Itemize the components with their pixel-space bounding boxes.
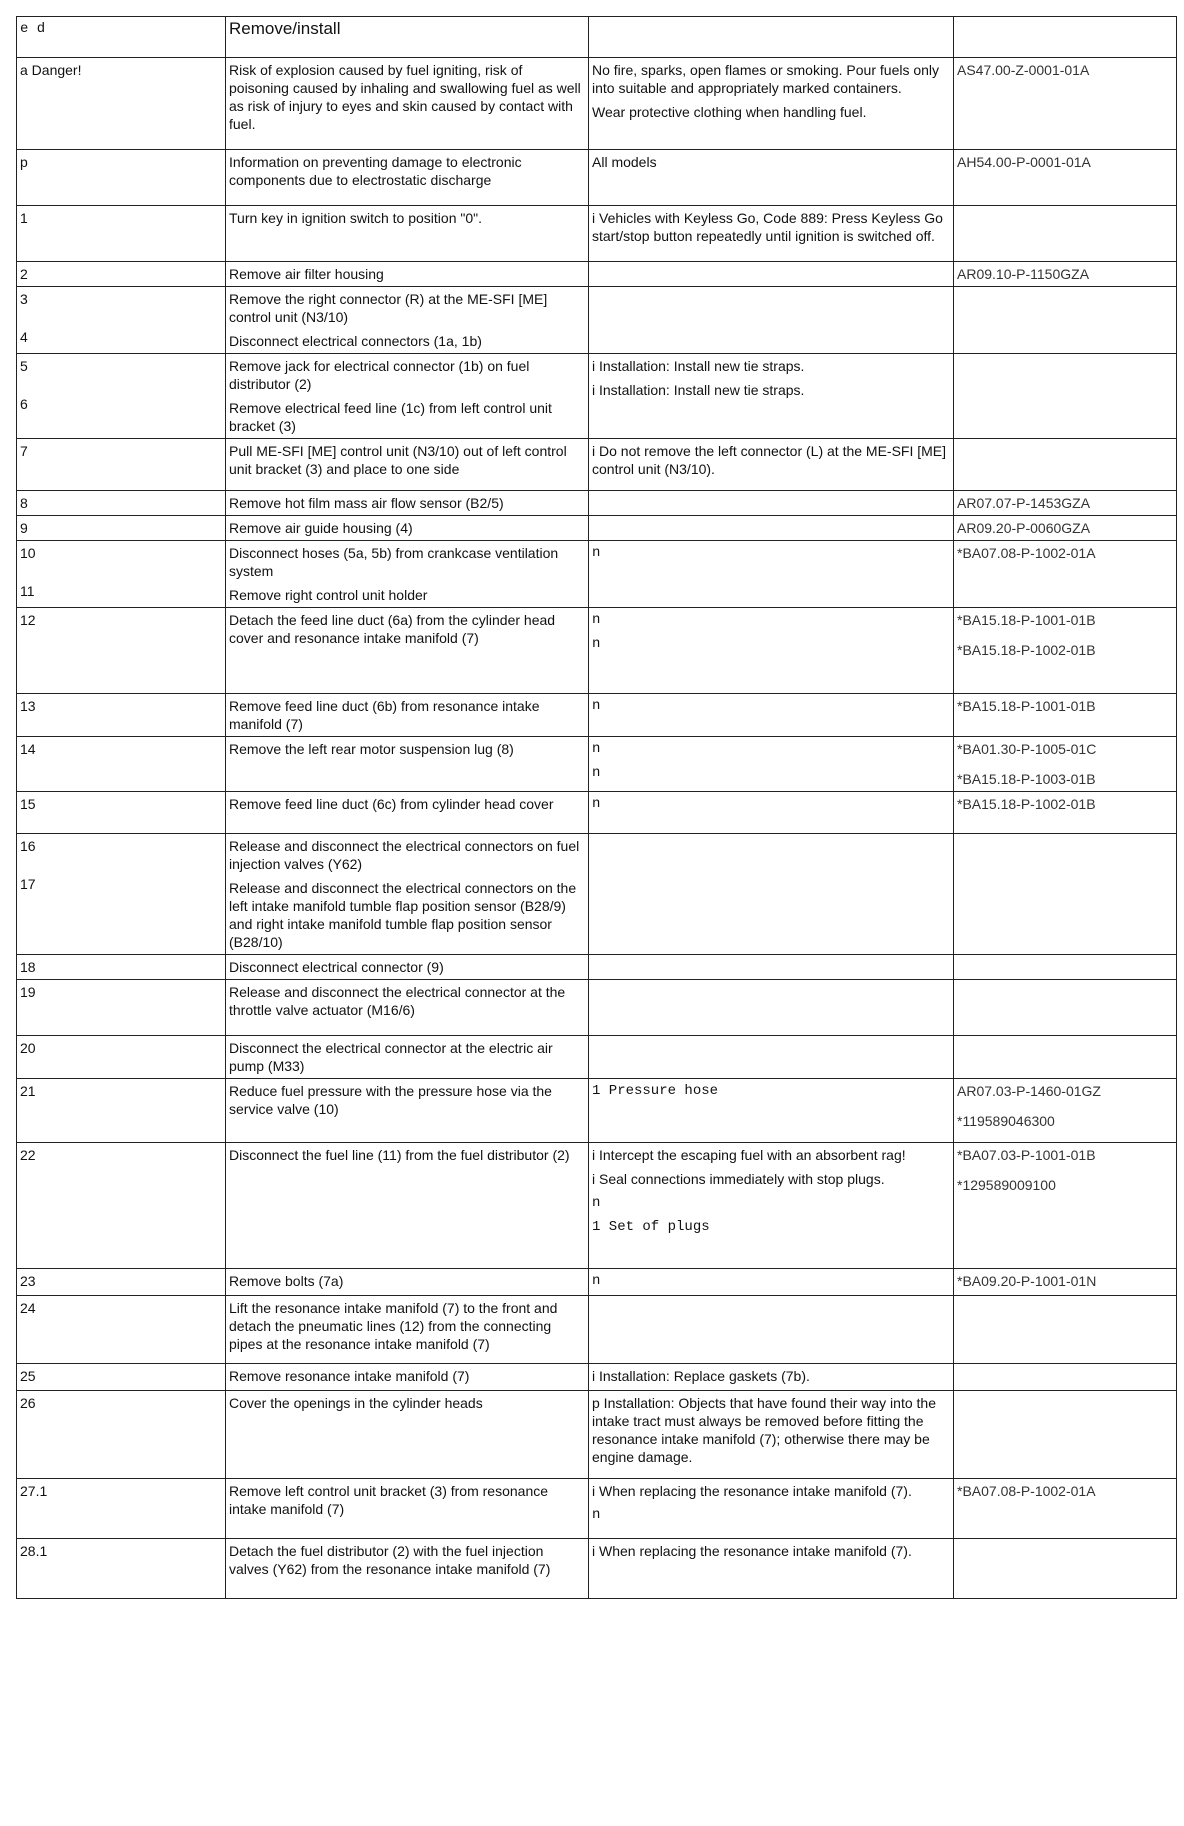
reference-code: *BA15.18-P-1002-01B: [957, 642, 1096, 658]
step-cell: [17, 955, 226, 980]
note-line: n: [592, 698, 601, 714]
reference-cell: [954, 792, 1177, 834]
step-cell: [17, 737, 226, 792]
reference-cell: [954, 1269, 1177, 1296]
reference-code: *129589009100: [957, 1177, 1056, 1193]
reference-cell: [954, 1391, 1177, 1479]
table-row: [17, 694, 1177, 737]
reference-cell: [954, 287, 1177, 354]
procedure-table: [16, 16, 1177, 1599]
step-number: 27.1: [20, 1483, 48, 1499]
note-line: i Do not remove the left connector (L) at the ME-SFI [ME] control unit (N3/10).: [592, 443, 947, 477]
action-cell: [226, 955, 589, 980]
reference-cell: [954, 955, 1177, 980]
action-cell: [226, 541, 589, 608]
reference-code: AH54.00-P-0001-01A: [957, 154, 1091, 170]
action-text: Remove bolts (7a): [229, 1273, 344, 1289]
action-cell: [226, 694, 589, 737]
action-text: Remove jack for electrical connector (1b) on fuel distributor (2): [229, 358, 530, 392]
action-text: Lift the resonance intake manifold (7) to the front and detach the pneumatic lines (12) from the connecting pipes at the resonance intake manifold (7): [229, 1300, 558, 1352]
reference-cell: [954, 1539, 1177, 1599]
notes-cell: [589, 980, 954, 1036]
procedure-page: [16, 16, 1144, 1599]
table-row: [17, 1364, 1177, 1391]
action-cell: [226, 354, 589, 439]
reference-cell: [954, 608, 1177, 694]
action-text: Pull ME-SFI [ME] control unit (N3/10) out of left control unit bracket (3) and place to one side: [229, 443, 567, 477]
reference-code: *BA15.18-P-1003-01B: [957, 771, 1096, 787]
step-number: 15: [20, 796, 36, 812]
action-text-secondary: Release and disconnect the electrical connectors on the left intake manifold tumble flap position sensor (B28/9) and right intake manifold tumble flap position sensor (B28/10): [229, 880, 577, 950]
action-cell: [226, 516, 589, 541]
table-row: [17, 955, 1177, 980]
action-text: Release and disconnect the electrical connector at the throttle valve actuator (M16/6): [229, 984, 566, 1018]
action-text: Detach the feed line duct (6a) from the cylinder head cover and resonance intake manifold (7): [229, 612, 556, 646]
step-cell: [17, 262, 226, 287]
notes-cell: [589, 1364, 954, 1391]
step-cell: [17, 834, 226, 955]
action-text: Release and disconnect the electrical connectors on fuel injection valves (Y62): [229, 838, 580, 872]
notes-cell: [589, 1143, 954, 1269]
notes-cell: [589, 1269, 954, 1296]
action-cell: [226, 439, 589, 491]
action-text: Remove the right connector (R) at the ME-SFI [ME] control unit (N3/10): [229, 291, 548, 325]
reference-code: *BA15.18-P-1001-01B: [957, 698, 1096, 714]
step-cell: [17, 354, 226, 439]
action-cell: [226, 1479, 589, 1539]
reference-cell: [954, 206, 1177, 262]
step-number: 1: [20, 210, 28, 226]
action-cell: [226, 1269, 589, 1296]
step-number: 10: [20, 545, 36, 561]
table-row: [17, 58, 1177, 150]
reference-cell: [954, 737, 1177, 792]
reference-cell: [954, 1364, 1177, 1391]
action-cell: [226, 150, 589, 206]
note-line: 1 Set of plugs: [592, 1219, 710, 1235]
reference-cell: [954, 1036, 1177, 1079]
step-cell: [17, 1079, 226, 1143]
reference-cell: [954, 541, 1177, 608]
action-text: Remove hot film mass air flow sensor (B2/5): [229, 495, 504, 511]
note-line: p Installation: Objects that have found their way into the intake tract must always be removed before fitting the resonance intake manifold (7); otherwise there may be engine damage.: [592, 1395, 936, 1465]
reference-cell: [954, 354, 1177, 439]
notes-cell: [589, 516, 954, 541]
note-line: Wear protective clothing when handling fuel.: [592, 104, 867, 120]
step-cell: [17, 491, 226, 516]
step-cell: [17, 1364, 226, 1391]
reference-code: *BA07.08-P-1002-01A: [957, 1483, 1096, 1499]
action-text: Remove air filter housing: [229, 266, 384, 282]
step-cell: [17, 1269, 226, 1296]
notes-cell: [589, 262, 954, 287]
notes-cell: [589, 1479, 954, 1539]
step-number: 22: [20, 1147, 36, 1163]
action-text: Remove resonance intake manifold (7): [229, 1368, 470, 1384]
action-cell: [226, 792, 589, 834]
table-row: [17, 608, 1177, 694]
step-number: 16: [20, 838, 36, 854]
action-cell: [226, 608, 589, 694]
note-line: i Seal connections immediately with stop plugs.: [592, 1171, 885, 1187]
step-number: a Danger!: [20, 62, 82, 78]
step-cell: [17, 287, 226, 354]
step-number: 3: [20, 291, 28, 307]
note-line: n: [592, 612, 601, 628]
step-cell: [17, 1539, 226, 1599]
note-line: n: [592, 741, 601, 757]
step-number: 19: [20, 984, 36, 1000]
notes-cell: [589, 439, 954, 491]
action-text: Disconnect electrical connector (9): [229, 959, 444, 975]
action-text: Remove feed line duct (6c) from cylinder head cover: [229, 796, 554, 812]
notes-cell: [589, 491, 954, 516]
action-cell: [226, 737, 589, 792]
table-row: [17, 439, 1177, 491]
note-line: n: [592, 1195, 601, 1211]
table-row: [17, 1391, 1177, 1479]
reference-cell: [954, 1296, 1177, 1364]
table-row: [17, 491, 1177, 516]
table-row: [17, 792, 1177, 834]
step-number: 7: [20, 443, 28, 459]
step-cell: [17, 1036, 226, 1079]
reference-code: *BA15.18-P-1002-01B: [957, 796, 1096, 812]
notes-cell: [589, 834, 954, 955]
step-number: 26: [20, 1395, 36, 1411]
step-number: 18: [20, 959, 36, 975]
table-row: [17, 262, 1177, 287]
notes-cell: [589, 737, 954, 792]
note-line: i Installation: Install new tie straps.: [592, 358, 805, 374]
step-number-secondary: 6: [20, 396, 28, 412]
reference-code: AR09.10-P-1150GZA: [957, 266, 1090, 282]
table-row: [17, 150, 1177, 206]
notes-cell: [589, 287, 954, 354]
step-number: 9: [20, 520, 28, 536]
action-cell: [226, 1079, 589, 1143]
step-number: p: [20, 154, 28, 170]
step-cell: [17, 694, 226, 737]
note-line: No fire, sparks, open flames or smoking. Pour fuels only into suitable and appropriately marked containers.: [592, 62, 940, 96]
action-text: Information on preventing damage to electronic components due to electrostatic discharge: [229, 154, 522, 188]
reference-cell: [954, 1143, 1177, 1269]
notes-cell: [589, 150, 954, 206]
notes-cell: [589, 354, 954, 439]
reference-code: *BA01.30-P-1005-01C: [957, 741, 1097, 757]
header-col-action: Remove/install: [226, 17, 589, 58]
step-number: 25: [20, 1368, 36, 1384]
note-line: n: [592, 636, 601, 652]
notes-cell: [589, 608, 954, 694]
step-number: 8: [20, 495, 28, 511]
action-cell: [226, 1364, 589, 1391]
action-text: Remove left control unit bracket (3) from resonance intake manifold (7): [229, 1483, 549, 1517]
notes-cell: [589, 955, 954, 980]
step-number-secondary: 17: [20, 876, 36, 892]
reference-cell: [954, 834, 1177, 955]
action-cell: [226, 1296, 589, 1364]
table-row: [17, 1296, 1177, 1364]
action-text: Disconnect the fuel line (11) from the fuel distributor (2): [229, 1147, 570, 1163]
action-text-secondary: Remove right control unit holder: [229, 587, 428, 603]
note-line: i Installation: Replace gaskets (7b).: [592, 1368, 810, 1384]
reference-cell: [954, 262, 1177, 287]
note-line: n: [592, 765, 601, 781]
note-line: i Vehicles with Keyless Go, Code 889: Press Keyless Go start/stop button repeatedly until ignition is switched off.: [592, 210, 943, 244]
note-line: i When replacing the resonance intake manifold (7).: [592, 1543, 912, 1559]
step-number: 28.1: [20, 1543, 48, 1559]
note-line: i When replacing the resonance intake manifold (7).: [592, 1483, 912, 1499]
action-cell: [226, 58, 589, 150]
reference-code: *BA15.18-P-1001-01B: [957, 612, 1096, 628]
table-row: [17, 1143, 1177, 1269]
step-number: 24: [20, 1300, 36, 1316]
table-row: [17, 206, 1177, 262]
reference-cell: [954, 1479, 1177, 1539]
note-line: n: [592, 545, 601, 561]
table-header: [17, 17, 1177, 58]
reference-code: AR07.07-P-1453GZA: [957, 495, 1091, 511]
reference-code: *119589046300: [957, 1113, 1055, 1129]
step-number: 5: [20, 358, 28, 374]
table-row: [17, 541, 1177, 608]
action-text: Remove air guide housing (4): [229, 520, 413, 536]
notes-cell: [589, 1391, 954, 1479]
table-row: [17, 1539, 1177, 1599]
step-cell: [17, 150, 226, 206]
reference-code: *BA07.03-P-1001-01B: [957, 1147, 1096, 1163]
action-text: Detach the fuel distributor (2) with the fuel injection valves (Y62) from the resonance intake manifold (7): [229, 1543, 551, 1577]
step-cell: [17, 1296, 226, 1364]
notes-cell: [589, 694, 954, 737]
table-row: [17, 737, 1177, 792]
notes-cell: [589, 792, 954, 834]
action-cell: [226, 491, 589, 516]
step-number: 13: [20, 698, 36, 714]
step-cell: [17, 541, 226, 608]
action-cell: [226, 206, 589, 262]
reference-cell: [954, 1079, 1177, 1143]
table-row: [17, 1269, 1177, 1296]
table-row: [17, 354, 1177, 439]
notes-cell: [589, 1036, 954, 1079]
table-row: [17, 980, 1177, 1036]
action-cell: [226, 980, 589, 1036]
step-number: 12: [20, 612, 36, 628]
action-text: Disconnect the electrical connector at the electric air pump (M33): [229, 1040, 553, 1074]
step-cell: [17, 206, 226, 262]
reference-cell: [954, 980, 1177, 1036]
step-number: 2: [20, 266, 28, 282]
action-cell: [226, 1036, 589, 1079]
table-row: [17, 516, 1177, 541]
notes-cell: [589, 206, 954, 262]
table-row: [17, 287, 1177, 354]
reference-code: *BA09.20-P-1001-01N: [957, 1273, 1097, 1289]
reference-code: AS47.00-Z-0001-01A: [957, 62, 1090, 78]
action-text: Remove the left rear motor suspension lug (8): [229, 741, 514, 757]
reference-cell: [954, 58, 1177, 150]
step-number: 20: [20, 1040, 36, 1056]
reference-code: *BA07.08-P-1002-01A: [957, 545, 1096, 561]
step-cell: [17, 58, 226, 150]
step-cell: [17, 516, 226, 541]
step-cell: [17, 1479, 226, 1539]
step-number-secondary: 4: [20, 329, 28, 345]
action-cell: [226, 1143, 589, 1269]
note-line: i Intercept the escaping fuel with an absorbent rag!: [592, 1147, 906, 1163]
step-cell: [17, 1143, 226, 1269]
note-line: n: [592, 1273, 601, 1289]
note-line: n: [592, 796, 601, 812]
step-number: 23: [20, 1273, 36, 1289]
step-number: 14: [20, 741, 36, 757]
notes-cell: [589, 1296, 954, 1364]
reference-cell: [954, 694, 1177, 737]
table-row: [17, 834, 1177, 955]
step-cell: [17, 980, 226, 1036]
step-cell: [17, 792, 226, 834]
action-text: Remove feed line duct (6b) from resonance intake manifold (7): [229, 698, 540, 732]
note-line: 1 Pressure hose: [592, 1083, 719, 1099]
action-cell: [226, 834, 589, 955]
step-number-secondary: 11: [20, 583, 35, 599]
action-cell: [226, 1539, 589, 1599]
reference-code: AR09.20-P-0060GZA: [957, 520, 1091, 536]
notes-cell: [589, 1539, 954, 1599]
step-cell: [17, 1391, 226, 1479]
action-cell: [226, 262, 589, 287]
action-text: Reduce fuel pressure with the pressure hose via the service valve (10): [229, 1083, 552, 1117]
note-line: i Installation: Install new tie straps.: [592, 382, 805, 398]
step-cell: [17, 439, 226, 491]
action-cell: [226, 287, 589, 354]
step-cell: [17, 608, 226, 694]
reference-cell: [954, 439, 1177, 491]
action-text: Disconnect hoses (5a, 5b) from crankcase ventilation system: [229, 545, 559, 579]
reference-cell: [954, 150, 1177, 206]
table-row: [17, 1479, 1177, 1539]
action-text-secondary: Disconnect electrical connectors (1a, 1b): [229, 333, 482, 349]
step-number: 21: [20, 1083, 36, 1099]
note-line: All models: [592, 154, 657, 170]
reference-cell: [954, 516, 1177, 541]
note-line: n: [592, 1507, 601, 1523]
reference-cell: [954, 491, 1177, 516]
header-col-notes: [589, 17, 954, 58]
notes-cell: [589, 1079, 954, 1143]
action-text: Cover the openings in the cylinder heads: [229, 1395, 483, 1411]
notes-cell: [589, 541, 954, 608]
header-col-refs: [954, 17, 1177, 58]
action-text: Risk of explosion caused by fuel igniting, risk of poisoning caused by inhaling and swallowing fuel as well as risk of injury to eyes and skin caused by contact with fuel.: [229, 62, 581, 132]
reference-code: AR07.03-P-1460-01GZ: [957, 1083, 1101, 1099]
action-cell: [226, 1391, 589, 1479]
action-text: Turn key in ignition switch to position "0".: [229, 210, 482, 226]
action-text-secondary: Remove electrical feed line (1c) from left control unit bracket (3): [229, 400, 552, 434]
header-col-step: e d: [17, 17, 226, 58]
table-row: [17, 1079, 1177, 1143]
notes-cell: [589, 58, 954, 150]
table-row: [17, 1036, 1177, 1079]
